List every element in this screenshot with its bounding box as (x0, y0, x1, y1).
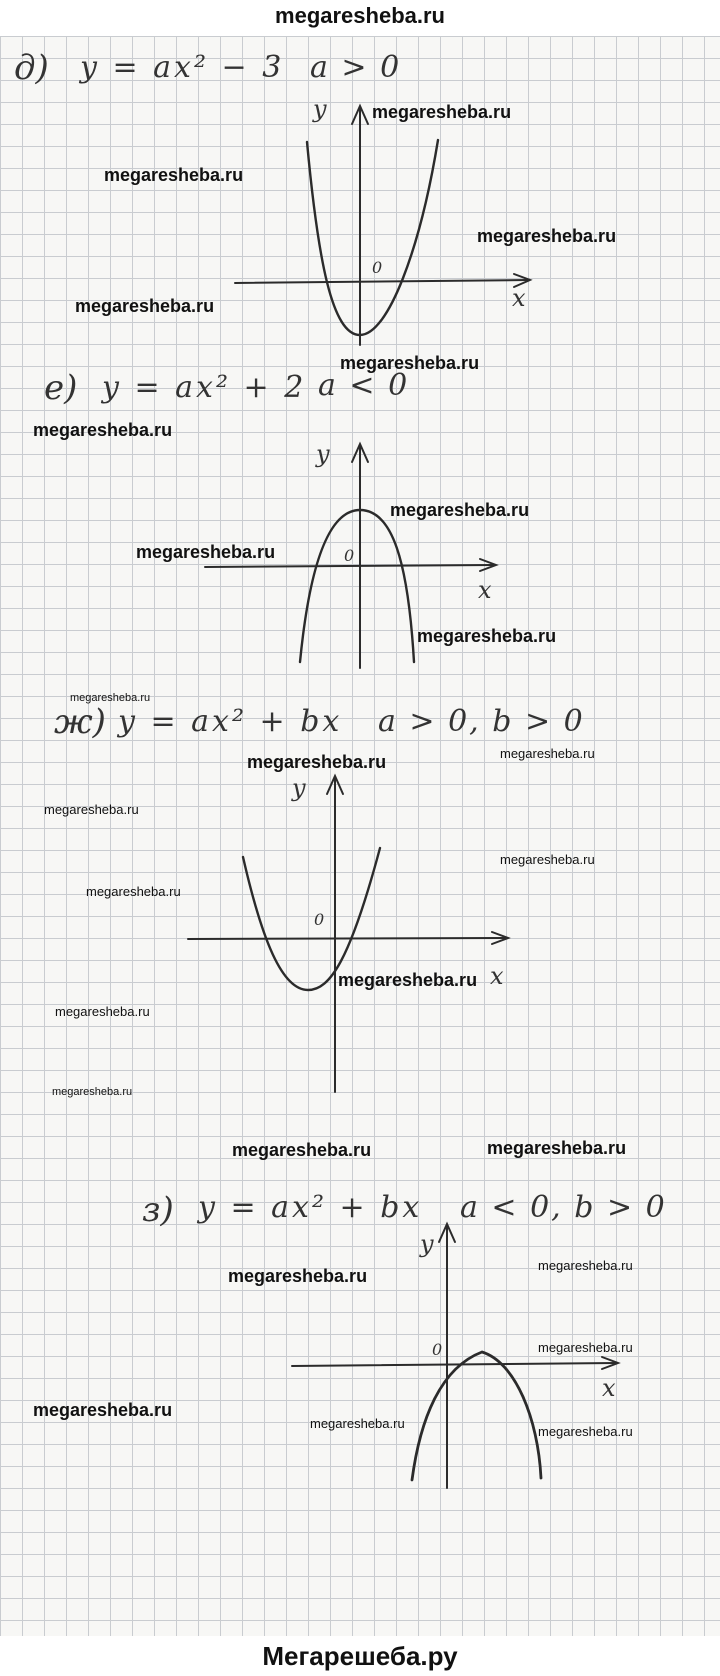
problem-zh-label: ж) (54, 702, 106, 742)
watermark: megaresheba.ru (538, 1424, 633, 1439)
problem-d-parabola (307, 140, 438, 335)
problem-e-x-axis-label: x (478, 576, 492, 604)
watermark: megaresheba.ru (104, 165, 244, 185)
problem-e-origin-label: 0 (344, 546, 355, 565)
site-header: megaresheba.ru (0, 0, 720, 36)
watermark: megaresheba.ru (538, 1258, 633, 1273)
watermark: megaresheba.ru (52, 1086, 133, 1098)
problem-e-x-axis (205, 565, 494, 567)
site-footer: Мегарешеба.ру (0, 1636, 720, 1676)
watermark: megaresheba.ru (477, 226, 617, 246)
problem-d-y-axis-label: y (313, 95, 327, 123)
problem-e-label: е) (44, 368, 78, 408)
watermark: megaresheba.ru (228, 1266, 368, 1286)
watermark: megaresheba.ru (310, 1416, 405, 1431)
watermark: megaresheba.ru (500, 852, 595, 867)
watermark: megaresheba.ru (538, 1340, 633, 1355)
problem-zh-x-axis (188, 938, 506, 939)
watermark: megaresheba.ru (55, 1004, 150, 1019)
problem-z-label: з) (142, 1190, 174, 1230)
problem-zh-condition: a > 0, b > 0 (378, 704, 585, 739)
problem-zh-origin-label: 0 (314, 910, 325, 929)
watermark: megaresheba.ru (417, 626, 557, 646)
problem-e-parabola (300, 510, 414, 662)
watermark: megaresheba.ru (136, 542, 276, 562)
watermark: megaresheba.ru (75, 296, 215, 316)
problem-zh-equation: y = ax² + bx (118, 704, 343, 739)
watermark: megaresheba.ru (487, 1138, 627, 1158)
problem-zh-x-axis-label: x (490, 962, 504, 990)
watermark: megaresheba.ru (44, 802, 139, 817)
watermark: megaresheba.ru (500, 746, 595, 761)
watermark: megaresheba.ru (33, 1400, 173, 1420)
problem-zh-y-axis-label: y (292, 774, 306, 802)
problem-zh-parabola (243, 848, 380, 990)
watermark: megaresheba.ru (340, 353, 480, 373)
watermark: megaresheba.ru (86, 884, 181, 899)
problem-e-equation: y = ax² + 2 (102, 370, 307, 405)
problem-d-origin-label: 0 (372, 258, 383, 277)
problem-z-x-axis (292, 1363, 616, 1366)
problem-z-origin-label: 0 (432, 1340, 443, 1359)
problem-d-x-axis-label: x (512, 284, 526, 312)
problem-e-y-axis-label: y (316, 440, 330, 468)
problem-z-equation: y = ax² + bx (198, 1190, 423, 1225)
problem-z-x-axis-label: x (602, 1374, 616, 1402)
watermark: megaresheba.ru (70, 692, 151, 704)
problem-d-condition: a > 0 (310, 50, 402, 85)
watermark: megaresheba.ru (33, 420, 173, 440)
watermark: megaresheba.ru (372, 102, 512, 122)
problem-d-equation: y = ax² − 3 (80, 50, 285, 85)
watermark: megaresheba.ru (390, 500, 530, 520)
problem-d-label: д) (14, 48, 49, 88)
problem-d-x-axis (235, 280, 528, 283)
problem-z-y-axis-label: y (420, 1230, 434, 1258)
watermark: megaresheba.ru (232, 1140, 372, 1160)
watermark: megaresheba.ru (338, 970, 478, 990)
problem-z-condition: a < 0, b > 0 (460, 1190, 667, 1225)
watermark: megaresheba.ru (247, 752, 387, 772)
problem-e-condition: a < 0 (318, 368, 410, 403)
problem-z-parabola (412, 1352, 541, 1480)
